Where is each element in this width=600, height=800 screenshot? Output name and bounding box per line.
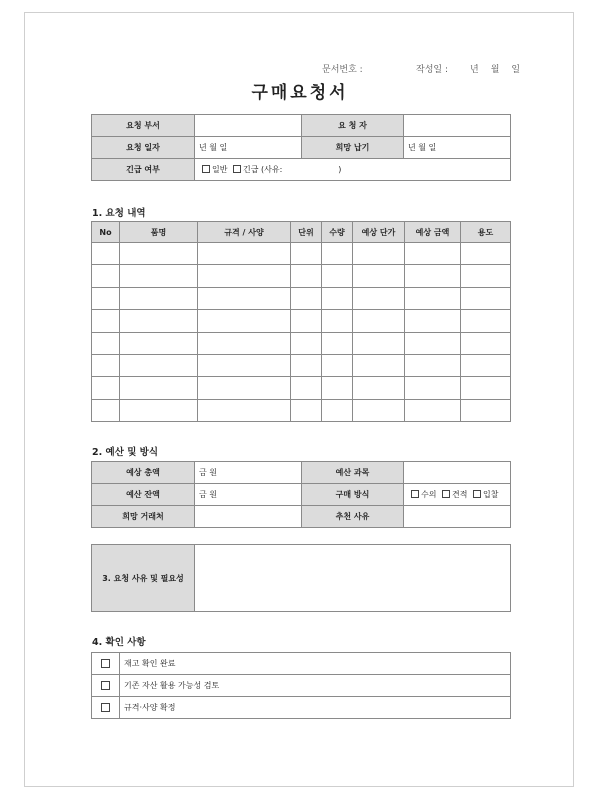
table-cell[interactable] [405,243,461,265]
table-cell[interactable] [198,377,291,399]
table-cell[interactable] [461,243,511,265]
budget-item-field[interactable] [404,462,511,484]
table-cell[interactable] [353,354,405,376]
vendor-label: 희망 거래처 [92,506,195,528]
page-title: 구매요청서 [251,83,349,103]
method-negotiated-label: 수의 [421,490,437,499]
method-label: 구매 방식 [302,484,404,506]
urgent-field [195,159,511,181]
date-day: 일 [511,65,521,75]
table-cell[interactable] [291,354,322,376]
table-cell[interactable] [405,265,461,287]
check-checkbox-1[interactable] [101,659,110,668]
urgent-urgent-checkbox[interactable] [233,165,241,173]
table-row [92,287,511,309]
table-cell[interactable] [92,310,120,332]
col-unit-price: 예상 단가 [353,222,405,243]
req-date-label: 요청 일자 [92,137,195,159]
col-name: 품명 [120,222,198,243]
section4-title: 4. 확인 사항 [92,637,146,648]
check-item-2: 기존 자산 활용 가능성 검토 [120,675,511,697]
table-cell[interactable] [198,354,291,376]
table-cell[interactable] [353,243,405,265]
section2-title: 2. 예산 및 방식 [92,447,159,458]
necessity-field[interactable] [195,545,511,612]
table-row [92,310,511,332]
table-cell[interactable] [322,354,353,376]
table-cell[interactable] [405,399,461,421]
table-cell[interactable] [322,243,353,265]
table-cell[interactable] [120,354,198,376]
table-row [92,243,511,265]
table-cell[interactable] [461,332,511,354]
check-checkbox-2[interactable] [101,681,110,690]
table-cell[interactable] [120,265,198,287]
table-cell[interactable] [353,265,405,287]
table-row [92,354,511,376]
section1-title: 1. 요청 내역 [92,208,146,219]
table-cell[interactable] [198,399,291,421]
table-cell[interactable] [322,399,353,421]
delivery-field[interactable]: 년 월 일 [404,137,511,159]
table-cell[interactable] [291,287,322,309]
table-cell[interactable] [461,265,511,287]
table-cell[interactable] [461,399,511,421]
table-cell[interactable] [92,399,120,421]
table-cell[interactable] [322,265,353,287]
table-cell[interactable] [92,243,120,265]
requester-label: 요 청 자 [302,115,404,137]
table-cell[interactable] [353,287,405,309]
request-info-table [91,114,511,181]
table-row [92,265,511,287]
budget-item-label: 예산 과목 [302,462,404,484]
table-cell[interactable] [353,332,405,354]
items-body [92,243,511,422]
necessity-table [91,544,511,612]
table-cell[interactable] [198,243,291,265]
doc-date [416,62,520,75]
method-quote-label: 견적 [452,490,468,499]
reason-label: 추천 사유 [302,506,404,528]
date-label: 작성일 : [416,65,448,75]
table-cell[interactable] [291,332,322,354]
col-no: No [92,222,120,243]
table-cell[interactable] [291,377,322,399]
table-cell[interactable] [322,310,353,332]
items-header-row [92,222,511,243]
table-row [92,399,511,421]
urgent-label: 긴급 여부 [92,159,195,181]
reason-field[interactable] [404,506,511,528]
table-cell[interactable] [198,310,291,332]
table-cell[interactable] [461,354,511,376]
table-cell[interactable] [120,310,198,332]
check-cell-1 [92,653,120,675]
table-cell[interactable] [291,243,322,265]
method-bid-checkbox[interactable] [473,490,481,498]
table-cell[interactable] [461,377,511,399]
table-cell[interactable] [291,310,322,332]
method-bid-label: 입찰 [483,490,499,499]
table-cell[interactable] [120,332,198,354]
table-cell[interactable] [120,287,198,309]
table-cell[interactable] [92,354,120,376]
requester-field[interactable] [404,115,511,137]
table-cell[interactable] [291,399,322,421]
table-cell[interactable] [461,310,511,332]
table-cell[interactable] [92,332,120,354]
table-cell[interactable] [120,399,198,421]
check-item-1: 재고 확인 완료 [120,653,511,675]
table-cell[interactable] [405,354,461,376]
dept-label: 요청 부서 [92,115,195,137]
check-item-3: 규격·사양 확정 [120,697,511,719]
table-cell[interactable] [322,287,353,309]
urgent-normal-checkbox[interactable] [202,165,210,173]
method-quote-checkbox[interactable] [442,490,450,498]
table-cell[interactable] [198,287,291,309]
col-purpose: 용도 [461,222,511,243]
table-cell[interactable] [405,287,461,309]
remain-field[interactable]: 금 원 [195,484,302,506]
section3-title: 3. 요청 사유 및 필요성 [92,545,195,612]
date-month: 월 [490,65,500,75]
table-cell[interactable] [120,243,198,265]
budget-table [91,461,511,528]
table-cell[interactable] [120,377,198,399]
total-field[interactable]: 금 원 [195,462,302,484]
table-cell[interactable] [353,377,405,399]
check-checkbox-3[interactable] [101,703,110,712]
table-cell[interactable] [353,399,405,421]
col-qty: 수량 [322,222,353,243]
table-cell[interactable] [353,310,405,332]
table-cell[interactable] [405,332,461,354]
table-cell[interactable] [461,287,511,309]
urgent-urgent-label: 긴급 (사유: [243,165,283,174]
total-label: 예상 총액 [92,462,195,484]
check-cell-2 [92,675,120,697]
method-negotiated-checkbox[interactable] [411,490,419,498]
check-cell-3 [92,697,120,719]
table-cell[interactable] [198,265,291,287]
table-cell[interactable] [198,332,291,354]
check-table [91,652,511,719]
table-row [92,377,511,399]
urgent-close-paren: ) [338,165,342,174]
col-spec: 규격 / 사양 [198,222,291,243]
table-cell[interactable] [92,287,120,309]
remain-label: 예산 잔액 [92,484,195,506]
col-unit: 단위 [291,222,322,243]
delivery-label: 희망 납기 [302,137,404,159]
table-cell[interactable] [322,332,353,354]
table-cell[interactable] [405,377,461,399]
table-cell[interactable] [322,377,353,399]
table-cell[interactable] [291,265,322,287]
request-items-table [91,221,511,422]
vendor-field[interactable] [195,506,302,528]
urgent-normal-label: 일반 [212,165,228,174]
date-year: 년 [469,65,479,75]
col-amount: 예상 금액 [405,222,461,243]
req-date-field[interactable]: 년 월 일 [195,137,302,159]
table-row [92,332,511,354]
doc-number-label: 문서번호 : [322,65,363,75]
table-cell[interactable] [92,265,120,287]
dept-field[interactable] [195,115,302,137]
table-cell[interactable] [405,310,461,332]
method-field [404,484,511,506]
table-cell[interactable] [92,377,120,399]
